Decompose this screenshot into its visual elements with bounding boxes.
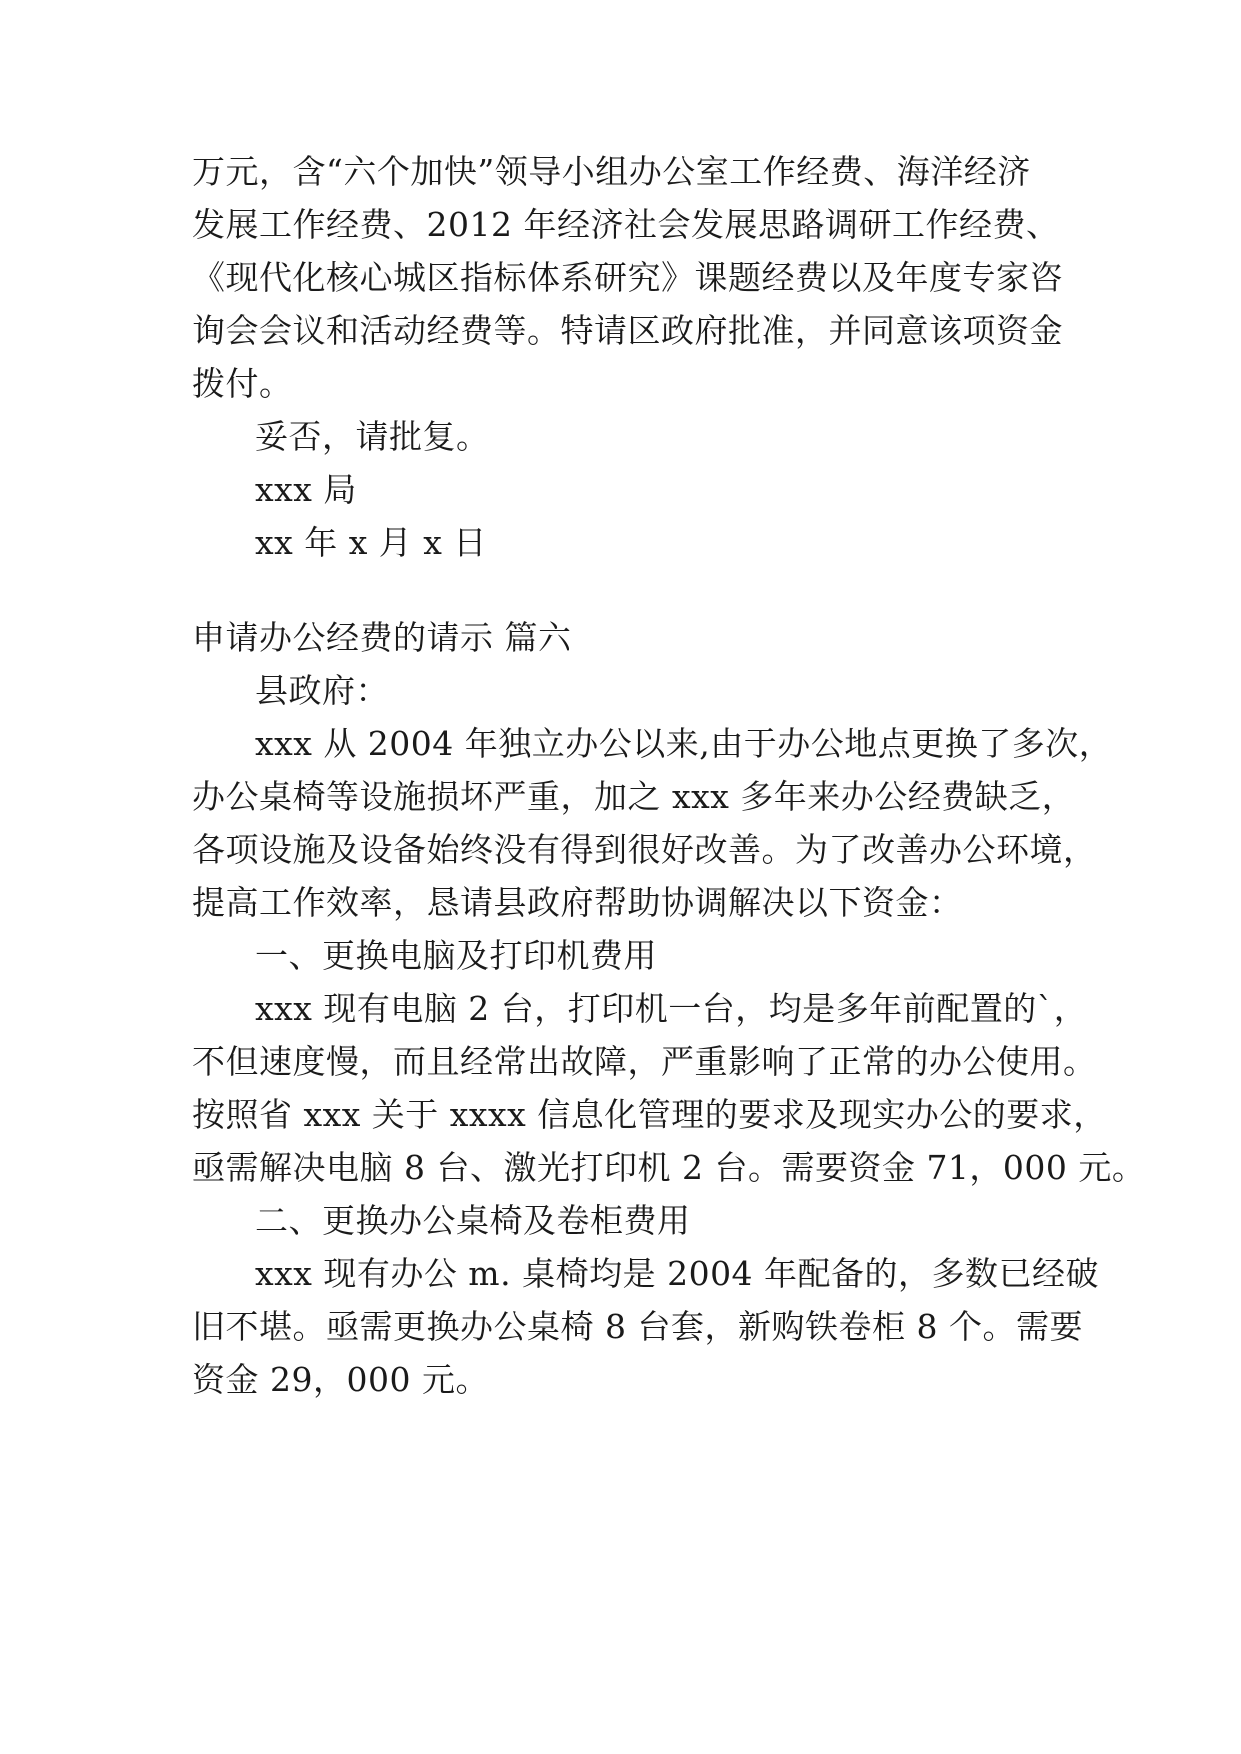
- body-text-line: 发展工作经费、2012 年经济社会发展思路调研工作经费、: [192, 205, 1060, 244]
- body-text-line: 拨付。: [192, 364, 293, 403]
- body-text-line: 各项设施及设备始终没有得到很好改善。为了改善办公环境，: [192, 830, 1097, 869]
- body-text-line: 万元，含“六个加快”领导小组办公室工作经费、海洋经济: [192, 152, 1031, 191]
- body-text-line: xxx 现有电脑 2 台，打印机一台，均是多年前配置的`，: [255, 989, 1088, 1028]
- item-heading-1: 一、更换电脑及打印机费用: [255, 936, 657, 975]
- body-text-line: 不但速度慢，而且经常出故障，严重影响了正常的办公使用。: [192, 1042, 1097, 1081]
- body-text-line: 办公桌椅等设施损坏严重，加之 xxx 多年来办公经费缺乏，: [192, 777, 1076, 816]
- body-text-line: 询会会议和活动经费等。特请区政府批准，并同意该项资金: [192, 311, 1063, 350]
- signature-org: xxx 局: [255, 470, 357, 509]
- body-text-line: 《现代化核心城区指标体系研究》课题经费以及年度专家咨: [192, 258, 1063, 297]
- signature-date: xx 年 x 月 x 日: [255, 523, 487, 562]
- body-text-line: 资金 29，000 元。: [192, 1360, 489, 1399]
- addressee: 县政府：: [255, 671, 389, 710]
- body-text-line: xxx 从 2004 年独立办公以来,由于办公地点更换了多次，: [255, 724, 1113, 763]
- item-heading-2: 二、更换办公桌椅及卷柜费用: [255, 1201, 691, 1240]
- body-text-line: 提高工作效率，恳请县政府帮助协调解决以下资金：: [192, 883, 963, 922]
- body-text-line: 旧不堪。亟需更换办公桌椅 8 台套，新购铁卷柜 8 个。需要: [192, 1307, 1083, 1346]
- section-title: 申请办公经费的请示 篇六: [192, 618, 572, 657]
- closing-request: 妥否，请批复。: [255, 417, 490, 456]
- body-text-line: 亟需解决电脑 8 台、激光打印机 2 台。需要资金 71，000 元。: [192, 1148, 1146, 1187]
- body-text-line: xxx 现有办公 m. 桌椅均是 2004 年配备的，多数已经破: [255, 1254, 1100, 1293]
- body-text-line: 按照省 xxx 关于 xxxx 信息化管理的要求及现实办公的要求，: [192, 1095, 1107, 1134]
